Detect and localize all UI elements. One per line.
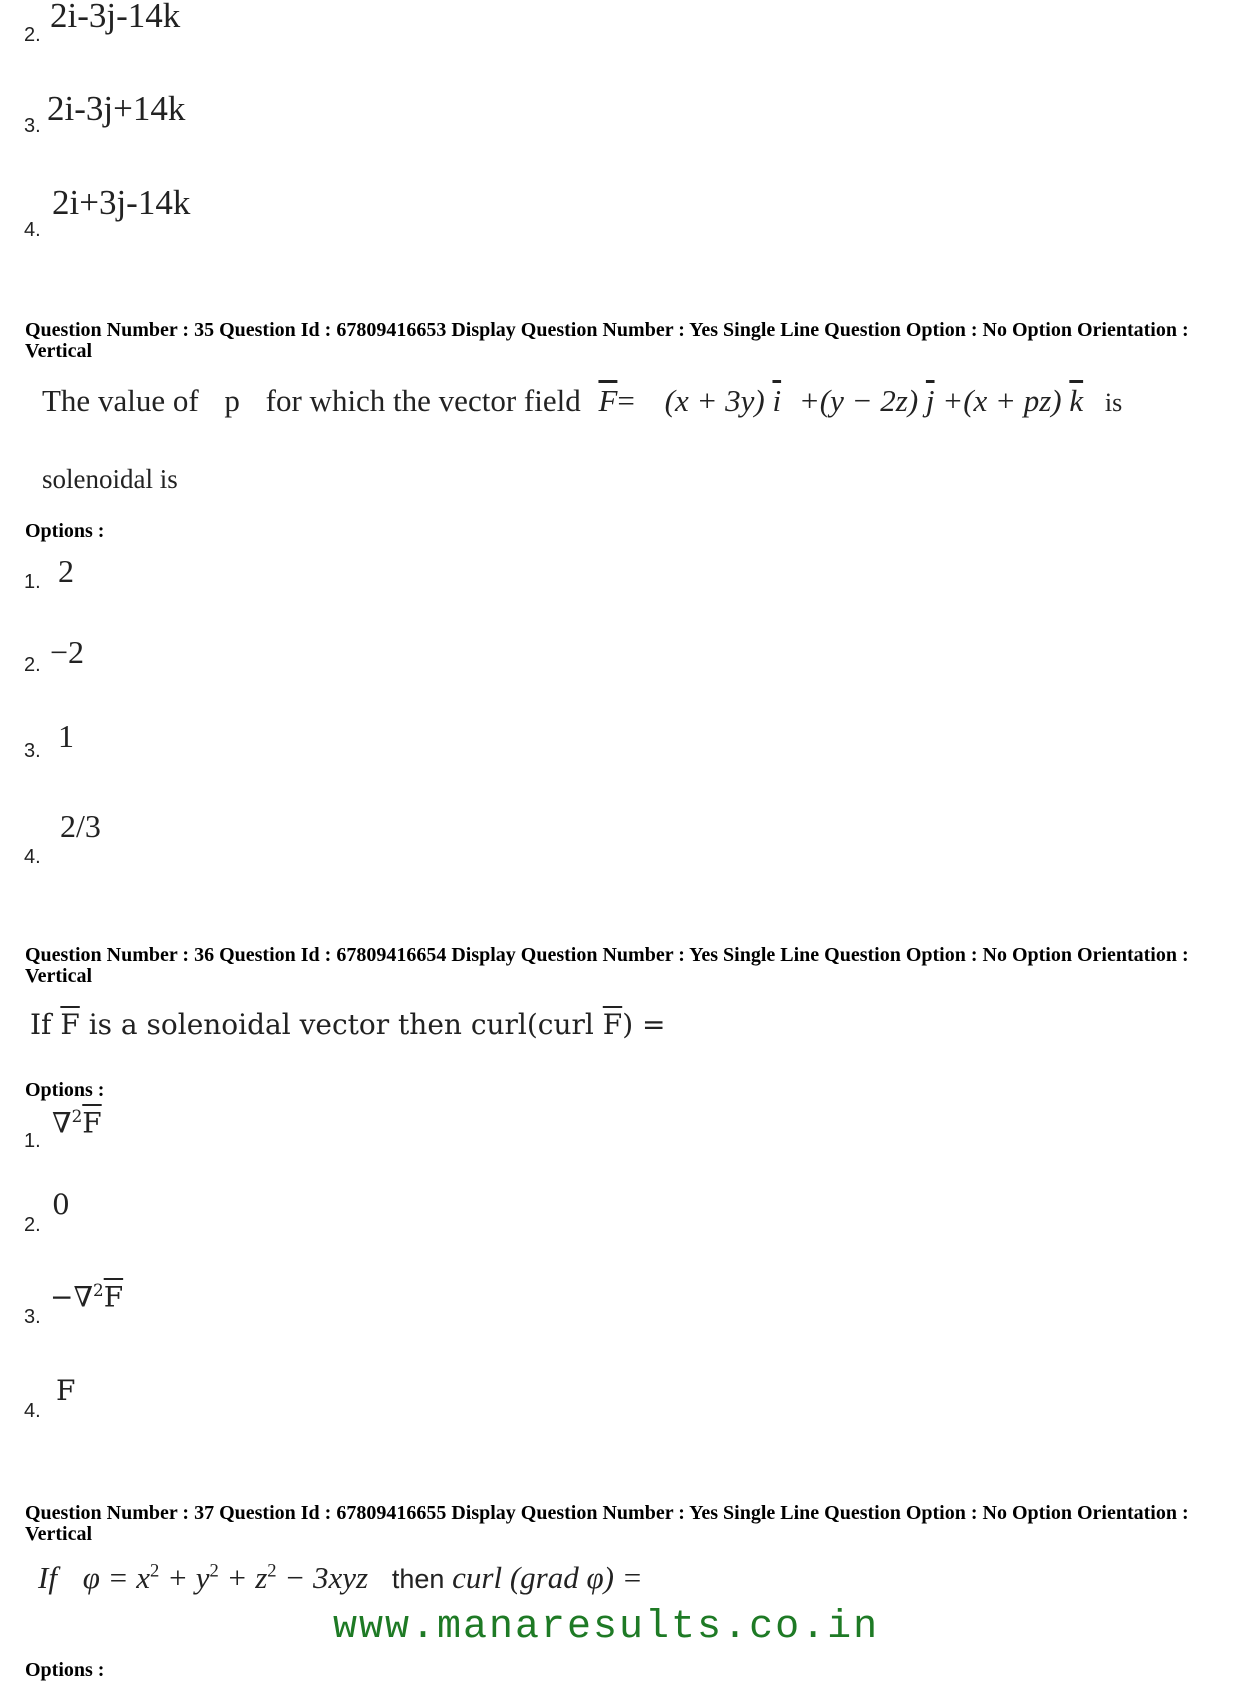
math-term: +(x + pz) [942, 383, 1062, 418]
option-text: F [56, 1374, 76, 1407]
exponent: 2 [267, 1560, 277, 1582]
option-text: 2i-3j+14k [47, 89, 186, 128]
option-text: −2 [50, 634, 85, 670]
option-number: 1. [24, 571, 41, 593]
option-number: 2. [24, 654, 41, 676]
option-number: 2. [24, 1214, 41, 1236]
option-number: 1. [24, 1130, 41, 1152]
option-text: 2/3 [60, 808, 101, 844]
nabla-symbol: ∇ [52, 1106, 72, 1140]
vector-F: $\overline{F}$ [598, 383, 618, 418]
text-fragment: is a solenoidal vector then curl(curl [88, 1008, 594, 1041]
nabla-symbol: −∇ [50, 1280, 94, 1314]
math-term: (x + 3y) [664, 383, 765, 418]
option-number: 3. [24, 115, 41, 137]
unit-vector-k: $\overline{k}$ [1069, 383, 1084, 418]
unit-vector-i: $\overline{i}$ [772, 383, 782, 418]
text-fragment: is [1104, 388, 1123, 417]
exponent: 2 [209, 1560, 219, 1582]
math-term: +(y − 2z) [798, 383, 919, 418]
math-term: curl (grad φ) = [452, 1560, 643, 1595]
question-text [42, 383, 1122, 419]
text-fragment: then [391, 1564, 445, 1594]
question-meta: Question Number : 36 Question Id : 67809416654 Display Question Number : Yes Single Line Question Option : No Option Orientation : Vertical [25, 944, 1189, 987]
exponent: 2 [150, 1560, 160, 1582]
math-term: − 3xyz [284, 1560, 369, 1595]
option-text: 2i+3j-14k [52, 183, 191, 222]
math-term: + y [167, 1560, 210, 1595]
option-number: 2. [24, 24, 41, 46]
options-label: Options : [25, 520, 105, 542]
option-text: 0 [52, 1188, 70, 1221]
variable-p: p [224, 383, 240, 418]
text-fragment: If [38, 1560, 57, 1595]
math-term: + z [226, 1560, 268, 1595]
option-number: 3. [24, 1306, 41, 1328]
exponent: 2 [71, 1106, 83, 1126]
math-term: φ = x [82, 1560, 151, 1595]
watermark: www.manaresults.co.in [333, 1605, 880, 1650]
option-number: 4. [24, 1400, 41, 1422]
text-fragment: The value of [42, 383, 199, 418]
option-number: 4. [24, 219, 41, 241]
options-label: Options : [25, 1079, 105, 1101]
vector-F: $\overline{F}$ [602, 1008, 623, 1041]
question-text [38, 1560, 643, 1596]
vector-F: $\overline{F}$ [82, 1106, 102, 1140]
question-meta: Question Number : 35 Question Id : 67809416653 Display Question Number : Yes Single Line Question Option : No Option Orientation : Vertical [25, 319, 1189, 362]
question-meta: Question Number : 37 Question Id : 67809416655 Display Question Number : Yes Single Line Question Option : No Option Orientation : Vertical [25, 1502, 1189, 1545]
option-number: 3. [24, 740, 41, 762]
text-fragment: for which the vector field [265, 383, 581, 418]
vector-F: $\overline{F}$ [60, 1008, 80, 1041]
option-text: 1 [58, 718, 74, 754]
option-text: 2i-3j-14k [50, 0, 181, 35]
equals-sign: = [617, 383, 635, 418]
option-number: 4. [24, 846, 41, 868]
text-fragment: If [30, 1008, 52, 1041]
option-text [52, 1106, 102, 1139]
vector-F: $\overline{F}$ [103, 1280, 124, 1314]
exponent: 2 [93, 1280, 104, 1300]
option-text [50, 1280, 123, 1313]
option-text: 2 [58, 553, 74, 589]
options-label: Options : [25, 1659, 105, 1681]
unit-vector-j: $\overline{j}$ [925, 383, 935, 418]
question-text-line2: solenoidal is [42, 464, 178, 494]
question-text [30, 1008, 666, 1041]
text-fragment: ) = [622, 1008, 666, 1041]
